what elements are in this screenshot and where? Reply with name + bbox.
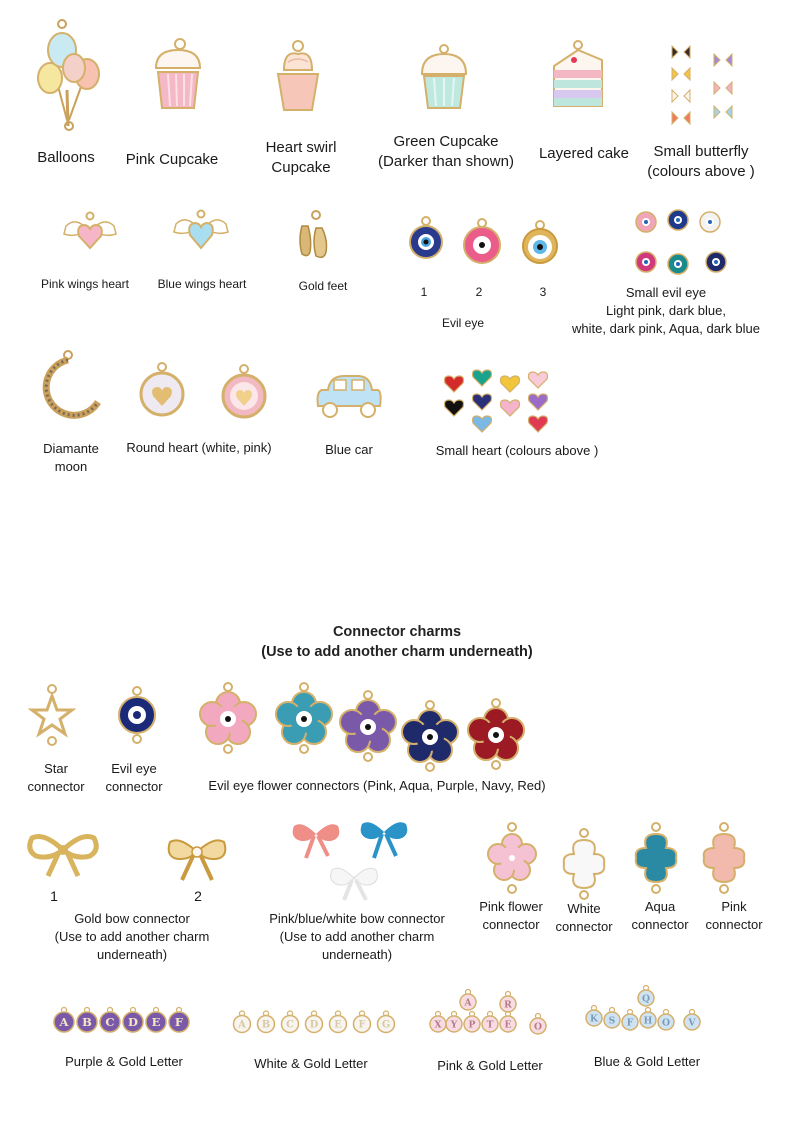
svg-text:G: G (381, 1019, 391, 1031)
svg-text:F: F (174, 1015, 184, 1030)
white-letter-c (282, 1011, 299, 1033)
star-connector-label: Star connector (27, 761, 85, 794)
blue-letter-o (658, 1010, 674, 1031)
white-letter-d (306, 1011, 323, 1033)
purple-letter-d (123, 1008, 143, 1033)
white-letter-g (378, 1011, 395, 1033)
pink-letter-charms-image (430, 990, 552, 1038)
gold-bow-2-image (164, 832, 230, 884)
blue-letter-v (684, 1010, 700, 1031)
pink-connector-label: Pink connector (705, 899, 763, 932)
small-heart-charm-image (440, 368, 554, 434)
small-heart-label: Small heart (colours above ) (435, 443, 599, 458)
pink-letter-e (500, 1012, 516, 1033)
aqua-connector-label: Aqua connector (631, 899, 689, 932)
heart-swirl-cupcake-charm-image (274, 40, 322, 116)
gold-feet-charm-image (296, 210, 332, 260)
svg-text:O: O (533, 1021, 543, 1033)
blue-letter-f (622, 1010, 638, 1031)
round-heart-label: Round heart (white, pink) (126, 440, 272, 455)
purple-letter-label: Purple & Gold Letter (65, 1054, 183, 1069)
aqua-connector-image (632, 822, 680, 894)
purple-letter-b (77, 1008, 97, 1033)
pink-letter-label: Pink & Gold Letter (437, 1058, 543, 1073)
white-letter-f (354, 1011, 371, 1033)
svg-text:A: A (59, 1015, 69, 1030)
diamante-moon-label: Diamante moon (43, 441, 99, 474)
evil-eye-white-charm-image (520, 220, 560, 266)
svg-text:O: O (661, 1017, 671, 1029)
blue-letter-charms-image (584, 988, 706, 1034)
pink-cupcake-label: Pink Cupcake (125, 151, 219, 168)
blue-wings-heart-label: Blue wings heart (157, 277, 247, 291)
pink-flower-connector-image (488, 822, 536, 894)
purple-letter-e (146, 1008, 166, 1033)
gold-bow-connector-label: Gold bow connector (Use to add another charm underneath) (54, 911, 210, 962)
flower-connector-navy-image (402, 700, 458, 772)
svg-text:C: C (105, 1015, 115, 1030)
purple-letter-charms-image (52, 1006, 192, 1036)
svg-text:R: R (504, 999, 512, 1011)
svg-text:Y: Y (450, 1019, 458, 1031)
evil-eye-number-2: 2 (475, 285, 483, 299)
pink-connector-image (700, 822, 748, 894)
pink-letter-t (482, 1012, 498, 1033)
layered-cake-charm-image (550, 40, 606, 110)
svg-text:D: D (128, 1015, 138, 1030)
colour-bow-connector-label: Pink/blue/white bow connector (Use to add another charm underneath) (269, 911, 445, 962)
connector-heading-line2: (Use to add another charm underneath) (261, 644, 533, 660)
green-cupcake-charm-image (418, 44, 470, 112)
blue-letter-label: Blue & Gold Letter (593, 1054, 701, 1069)
svg-text:P: P (468, 1019, 476, 1031)
white-connector-image (560, 828, 608, 900)
diamante-moon-charm-image (38, 350, 102, 422)
svg-text:S: S (608, 1015, 616, 1027)
pink-wings-heart-label: Pink wings heart (40, 277, 130, 291)
svg-text:E: E (151, 1015, 161, 1030)
svg-text:X: X (434, 1019, 442, 1031)
small-butterfly-label: Small butterfly (colours above ) (647, 143, 755, 180)
purple-letter-f (169, 1008, 189, 1033)
svg-text:Q: Q (641, 993, 651, 1005)
flower-evil-eye-connectors-label: Evil eye flower connectors (Pink, Aqua, Purple, Navy, Red) (208, 778, 546, 793)
svg-text:C: C (286, 1019, 294, 1031)
svg-text:E: E (504, 1019, 512, 1031)
gold-feet-label: Gold feet (298, 279, 348, 293)
svg-text:E: E (334, 1019, 342, 1031)
purple-letter-c (100, 1008, 120, 1033)
evil-eye-connector-image (116, 686, 158, 744)
purple-letter-a (54, 1008, 74, 1033)
svg-text:F: F (626, 1017, 634, 1029)
flower-connector-red-image (468, 698, 524, 770)
evil-eye-navy-charm-image (408, 216, 444, 262)
gold-bow-number-2: 2 (194, 888, 202, 904)
svg-text:F: F (358, 1019, 366, 1031)
pink-flower-connector-label: Pink flower connector (479, 899, 543, 932)
white-letter-e (330, 1011, 347, 1033)
evil-eye-number-1: 1 (420, 285, 428, 299)
white-letter-b (258, 1011, 275, 1033)
small-butterfly-charm-image (668, 40, 738, 126)
layered-cake-label: Layered cake (538, 145, 630, 162)
blue-car-label: Blue car (325, 442, 373, 457)
white-letter-a (234, 1011, 251, 1033)
flower-connector-aqua-image (276, 682, 332, 754)
pink-letter-o (530, 1014, 546, 1035)
blue-letter-s (604, 1008, 620, 1029)
blue-wings-heart-charm-image (170, 210, 232, 252)
evil-eye-pink-charm-image (462, 218, 502, 266)
blue-letter-k (586, 1006, 602, 1027)
white-letter-label: White & Gold Letter (254, 1056, 368, 1071)
gold-bow-1-image (26, 830, 100, 880)
flower-connector-purple-image (340, 690, 396, 762)
balloons-charm-image (32, 20, 102, 132)
pink-letter-r (500, 992, 516, 1013)
blue-letter-h (640, 1008, 656, 1029)
white-connector-label: White connector (555, 901, 613, 934)
connector-heading-line1: Connector charms (332, 624, 462, 640)
heart-swirl-cupcake-label: Heart swirl Cupcake (265, 139, 337, 176)
svg-text:B: B (261, 1019, 271, 1031)
svg-text:B: B (82, 1015, 92, 1030)
evil-eye-number-3: 3 (539, 285, 547, 299)
svg-text:A: A (464, 997, 472, 1009)
flower-connector-pink-image (200, 682, 256, 754)
green-cupcake-label: Green Cupcake (Darker than shown) (378, 133, 514, 170)
evil-eye-connector-label: Evil eye connector (105, 761, 163, 794)
colour-bow-connector-image (290, 818, 414, 902)
star-connector-image (28, 684, 76, 748)
svg-text:A: A (238, 1019, 246, 1031)
gold-bow-number-1: 1 (50, 888, 58, 904)
pink-cupcake-charm-image (150, 38, 206, 114)
pink-letter-y (446, 1012, 462, 1033)
blue-car-charm-image (314, 368, 384, 424)
evil-eye-label: Evil eye (441, 316, 485, 330)
svg-text:H: H (643, 1015, 653, 1027)
svg-text:V: V (688, 1017, 696, 1029)
pink-letter-x (430, 1012, 446, 1033)
small-evil-eye-charm-image (632, 204, 732, 278)
pink-letter-a (460, 990, 476, 1011)
white-letter-charms-image (232, 1010, 396, 1036)
pink-wings-heart-charm-image (60, 212, 120, 252)
round-heart-white-charm-image (138, 362, 186, 418)
small-evil-eye-label: Small evil eye Light pink, dark blue, white, dark pink, Aqua, dark blue (572, 285, 760, 336)
balloons-label: Balloons (37, 149, 95, 166)
svg-text:K: K (590, 1013, 598, 1025)
blue-letter-q (638, 986, 654, 1007)
svg-text:D: D (309, 1019, 319, 1031)
svg-text:T: T (486, 1019, 494, 1031)
round-heart-pink-charm-image (220, 364, 268, 420)
pink-letter-p (464, 1012, 480, 1033)
